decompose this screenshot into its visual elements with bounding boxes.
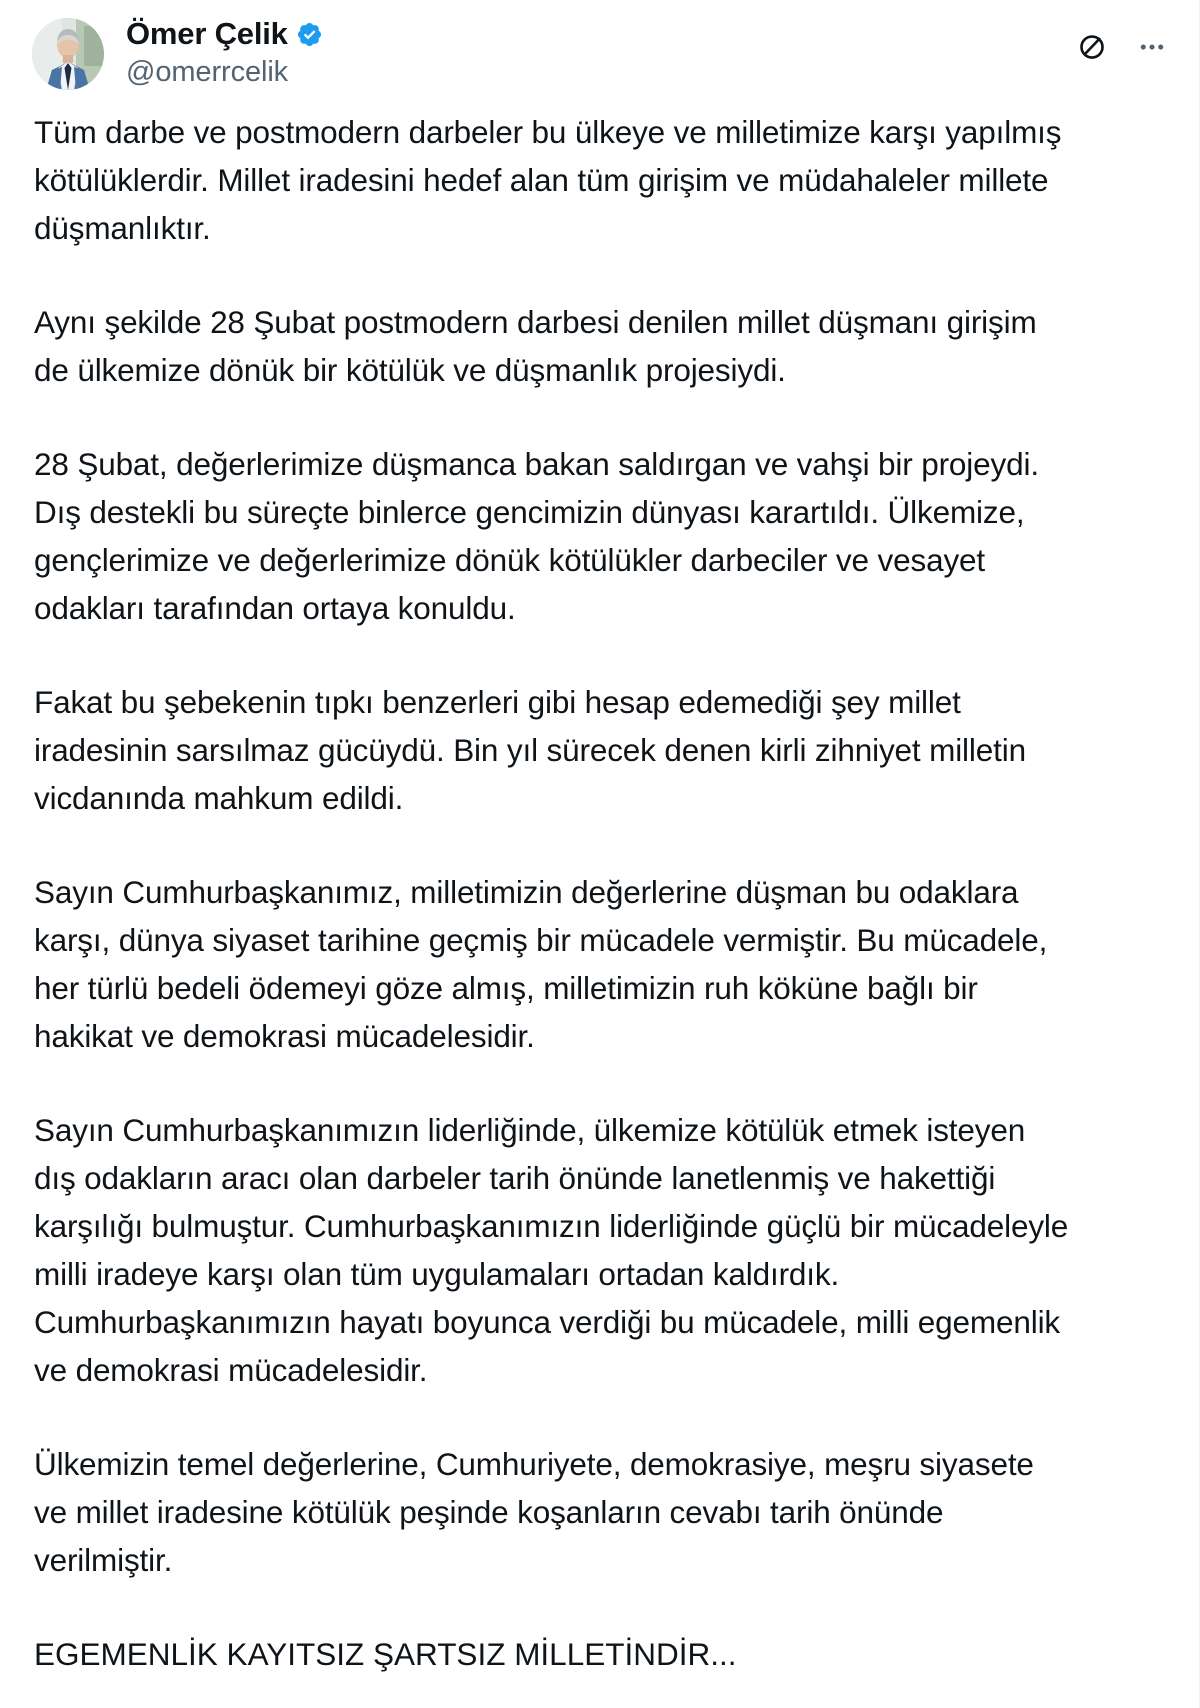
tweet-paragraph: Aynı şekilde 28 Şubat postmodern darbesi denilen millet düşmanı girişim de ülkemize dönük bir kötülük ve düşmanlık projesiydi. [34,304,1037,388]
avatar[interactable] [32,18,104,90]
more-options-icon[interactable] [1135,30,1169,64]
grok-actions-icon[interactable] [1075,30,1109,64]
tweet-paragraph: Sayın Cumhurbaşkanımızın liderliğinde, ülkemize kötülük etmek isteyen dış odakların aracı olan darbeler tarih önünde lanetlenmiş ve hakettiği karşılığı bulmuştur. Cumhurbaşkanımızın liderliğinde güçlü bir mücadeleyle milli iradeye karşı olan tüm uygulamaları ortadan kaldırdık. Cumhurbaşkanımızın hayatı boyunca verdiği bu mücadele, milli egemenlik ve demokrasi mücadelesidir. [34,1112,1069,1388]
tweet-paragraph: 28 Şubat, değerlerimize düşmanca bakan saldırgan ve vahşi bir projeydi. Dış destekli bu süreçte binlerce gencimizin dünyası karartıldı. Ülkemize, gençlerimize ve değerlerimize dönük kötülükler darbeciler ve vesayet odakları tarafından ortaya konuldu. [34,446,1039,626]
tweet-header [0,0,1199,100]
tweet-paragraph-closing: EGEMENLİK KAYITSIZ ŞARTSIZ MİLLETİNDİR... [34,1636,737,1672]
author-identity [126,14,323,89]
tweet-text-body [0,100,1199,1678]
tweet-paragraph: Sayın Cumhurbaşkanımız, milletimizin değerlerine düşman bu odaklara karşı, dünya siyaset tarihine geçmiş bir mücadele vermiştir. Bu mücadele, her türlü bedeli ödemeyi göze almış, milletimizin ruh köküne bağlı bir hakikat ve demokrasi mücadelesidir. [34,874,1048,1054]
author-name-row[interactable] [126,16,323,52]
author-handle[interactable]: @omerrcelik [126,55,289,88]
header-actions [1075,14,1175,64]
display-name: Ömer Çelik [126,16,288,51]
verified-badge-icon [296,21,323,48]
tweet-paragraph: Fakat bu şebekenin tıpkı benzerleri gibi hesap edemediği şey millet iradesinin sarsılmaz gücüydü. Bin yıl sürecek denen kirli zihniyet milletin vicdanında mahkum edildi. [34,684,1026,816]
tweet-paragraph: Ülkemizin temel değerlerine, Cumhuriyete, demokrasiye, meşru siyasete ve millet iradesine kötülük peşinde koşanların cevabı tarih önünde verilmiştir. [34,1446,1034,1578]
tweet-paragraph: Tüm darbe ve postmodern darbeler bu ülkeye ve milletimize karşı yapılmış kötülüklerdir. Millet iradesini hedef alan tüm girişim ve müdahaleler millete düşmanlıktır. [34,114,1062,246]
